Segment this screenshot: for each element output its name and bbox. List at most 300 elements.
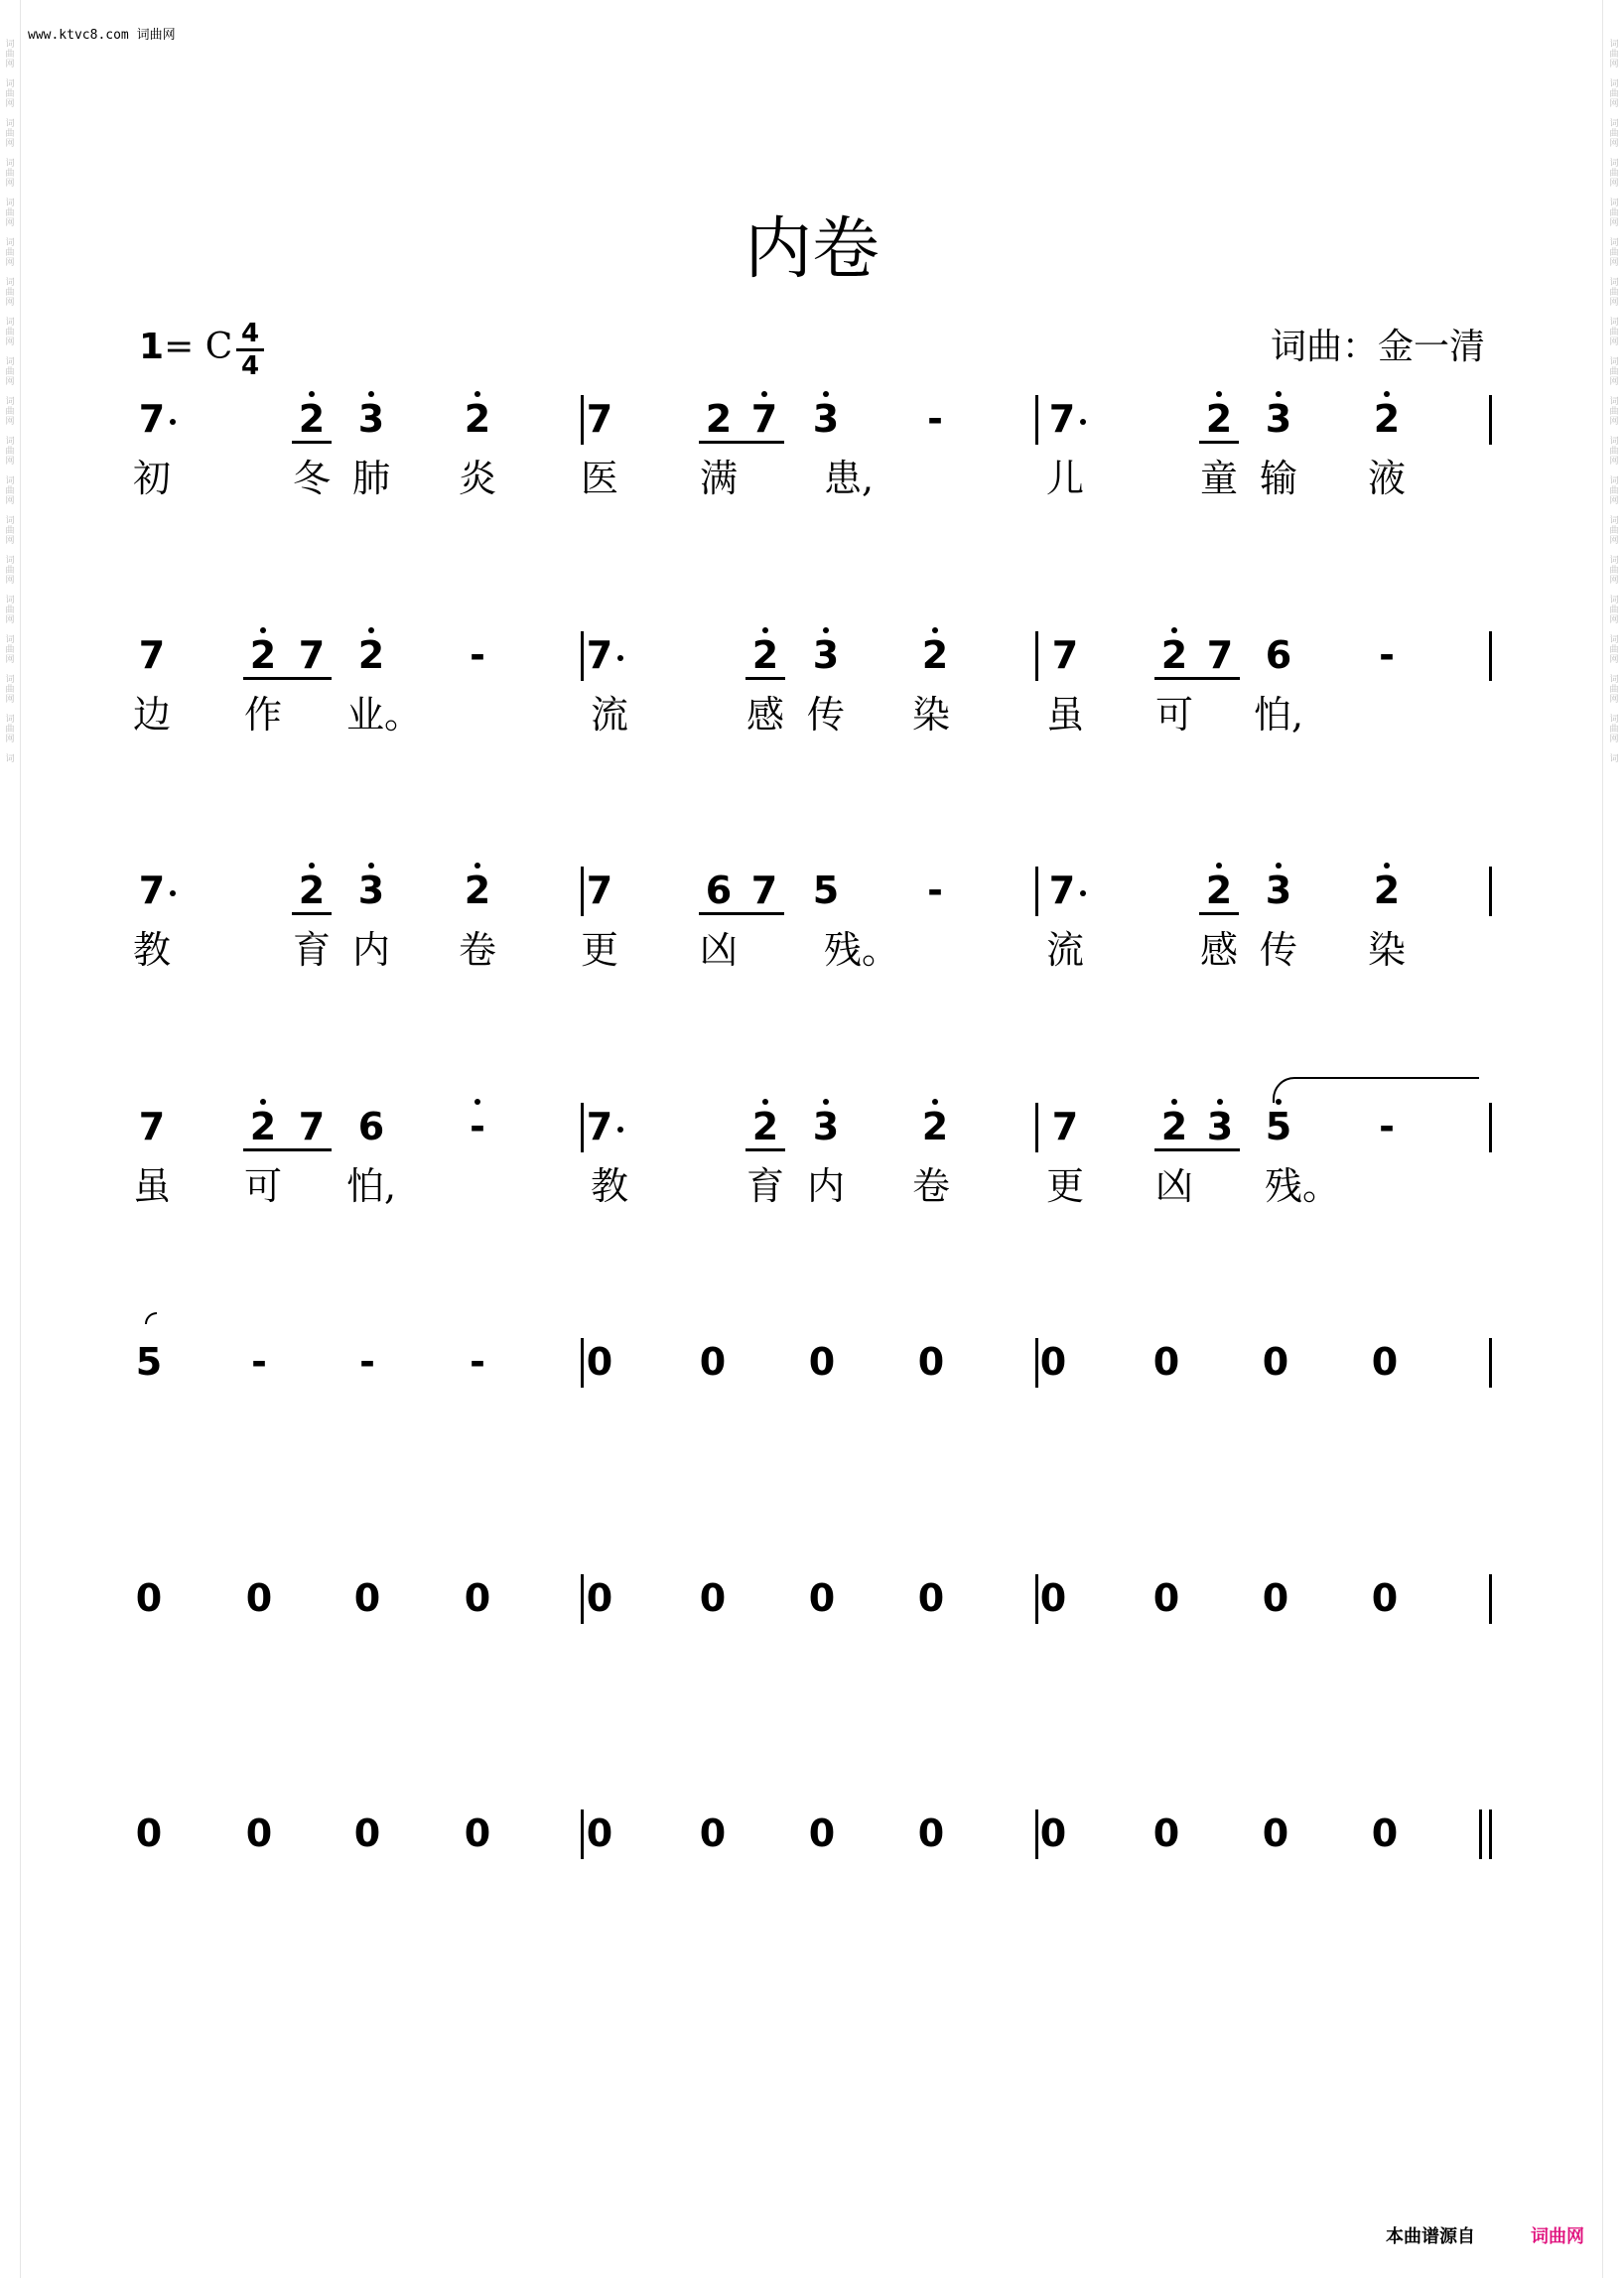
note: 0 xyxy=(586,1340,613,1384)
dash-note: - xyxy=(470,633,485,677)
augmentation-dot xyxy=(1080,419,1086,425)
watermark-char: 曲 xyxy=(5,367,15,377)
watermark-char: 网 xyxy=(1609,377,1619,387)
watermark-char: 曲 xyxy=(1609,685,1619,695)
watermark-char: 词 xyxy=(1609,238,1619,248)
watermark-char: 词 xyxy=(1609,596,1619,605)
watermark-char: 网 xyxy=(5,496,15,506)
note: 7 xyxy=(1048,869,1076,912)
watermark-char: 网 xyxy=(1609,99,1619,109)
lyric-char: 更 xyxy=(580,928,618,972)
note: 7 xyxy=(586,1105,613,1148)
watermark-char: 网 xyxy=(1609,496,1619,506)
watermark-char: 网 xyxy=(5,298,15,308)
watermark-char: 曲 xyxy=(1609,328,1619,337)
note: 2 xyxy=(464,397,491,441)
octave-dot xyxy=(474,863,480,869)
lyric-char: 炎 xyxy=(458,457,496,500)
note: 0 xyxy=(464,1811,491,1855)
time-signature xyxy=(236,320,264,380)
note: 2 xyxy=(705,397,733,441)
lyric-char: 育 xyxy=(745,1164,784,1208)
note: 2 xyxy=(1205,869,1233,912)
watermark-char: 词 xyxy=(1609,397,1619,407)
barline xyxy=(581,1809,584,1859)
note: 0 xyxy=(1039,1340,1067,1384)
dash-note: - xyxy=(927,397,943,441)
eighth-underline xyxy=(292,912,332,915)
note: 2 xyxy=(298,397,326,441)
note: 0 xyxy=(1152,1576,1180,1620)
watermark-char: 网 xyxy=(5,99,15,109)
note: 2 xyxy=(249,1105,277,1148)
dash-note: - xyxy=(1379,1105,1395,1148)
note: 7 xyxy=(586,633,613,677)
watermark-char: 曲 xyxy=(5,725,15,735)
note: 5 xyxy=(812,869,840,912)
note: 2 xyxy=(1205,397,1233,441)
octave-dot xyxy=(368,863,374,869)
lyric-char: 童 xyxy=(1199,457,1238,500)
note: 7 xyxy=(138,633,166,677)
watermark-char: 曲 xyxy=(1609,129,1619,139)
lyric-char: 流 xyxy=(1045,928,1084,972)
key-signature xyxy=(139,328,232,367)
octave-dot xyxy=(823,1099,829,1105)
watermark-char: 网 xyxy=(1609,218,1619,228)
watermark-left xyxy=(4,40,16,764)
watermark-char: 网 xyxy=(1609,457,1619,467)
note: 0 xyxy=(1371,1811,1399,1855)
dash-note: - xyxy=(470,1340,485,1384)
note: 6 xyxy=(357,1105,385,1148)
octave-dot xyxy=(1384,863,1390,869)
note: 0 xyxy=(135,1811,163,1855)
note: 3 xyxy=(357,869,385,912)
watermark-char: 词 xyxy=(5,596,15,605)
song-title: 内卷 xyxy=(744,210,880,289)
barline xyxy=(1489,1574,1492,1624)
watermark-char: 网 xyxy=(5,695,15,705)
watermark-char: 曲 xyxy=(5,129,15,139)
watermark-char: 词 xyxy=(1609,476,1619,486)
lyric-char: 感 xyxy=(745,693,784,737)
note: 7 xyxy=(298,1105,326,1148)
note: 0 xyxy=(353,1811,381,1855)
watermark-char: 词 xyxy=(5,79,15,89)
octave-dot xyxy=(932,1099,938,1105)
lyric-char: 可 xyxy=(243,1164,282,1208)
watermark-char: 网 xyxy=(1609,258,1619,268)
watermark-char: 词 xyxy=(5,675,15,685)
note: 7 xyxy=(1051,1105,1079,1148)
note: 5 xyxy=(1265,1105,1292,1148)
note: 0 xyxy=(699,1811,727,1855)
final-barline xyxy=(1489,1809,1492,1859)
site-header-text: www.ktvc8.com 词曲网 xyxy=(28,28,176,43)
note: 0 xyxy=(586,1811,613,1855)
watermark-char: 词 xyxy=(5,516,15,526)
octave-dot xyxy=(1276,863,1282,869)
augmentation-dot xyxy=(617,1127,623,1133)
watermark-char: 网 xyxy=(1609,576,1619,586)
lyric-char: 业。 xyxy=(346,693,423,737)
barline xyxy=(1489,867,1492,916)
right-margin-line xyxy=(1602,0,1603,2278)
note: 3 xyxy=(812,633,840,677)
octave-dot xyxy=(260,1099,266,1105)
barline xyxy=(581,631,584,681)
key-letter: C xyxy=(204,327,233,367)
dash-note: - xyxy=(470,1105,485,1148)
lyric-char: 传 xyxy=(1259,928,1297,972)
watermark-char: 词 xyxy=(1609,278,1619,288)
dash-note: - xyxy=(359,1340,375,1384)
note: 0 xyxy=(1152,1811,1180,1855)
watermark-char: 词 xyxy=(1609,516,1619,526)
watermark-char: 曲 xyxy=(5,208,15,218)
lyric-char: 卷 xyxy=(458,928,496,972)
octave-dot xyxy=(762,627,768,633)
note: 0 xyxy=(1262,1340,1289,1384)
time-signature-top: 4 xyxy=(240,319,260,348)
eighth-underline xyxy=(1199,441,1239,444)
eighth-underline xyxy=(1154,1148,1240,1151)
watermark-char: 词 xyxy=(5,40,15,50)
watermark-char: 网 xyxy=(5,615,15,625)
watermark-char: 词 xyxy=(1609,437,1619,447)
watermark-char: 网 xyxy=(5,258,15,268)
note: 2 xyxy=(249,633,277,677)
lyric-char: 虽 xyxy=(1045,693,1084,737)
note: 2 xyxy=(1160,633,1188,677)
note: 3 xyxy=(1265,869,1292,912)
watermark-char: 网 xyxy=(1609,337,1619,347)
note: 0 xyxy=(586,1576,613,1620)
key-equals: = xyxy=(164,327,195,367)
barline xyxy=(1035,1809,1038,1859)
watermark-char: 曲 xyxy=(1609,208,1619,218)
lyric-char: 初 xyxy=(132,457,171,500)
barline xyxy=(1035,867,1038,916)
lyric-char: 输 xyxy=(1259,457,1297,500)
watermark-char: 曲 xyxy=(1609,526,1619,536)
watermark-char: 网 xyxy=(5,218,15,228)
barline xyxy=(1489,631,1492,681)
barline xyxy=(1489,1338,1492,1388)
octave-dot xyxy=(761,391,767,397)
note: 0 xyxy=(808,1340,836,1384)
watermark-char: 曲 xyxy=(1609,248,1619,258)
watermark-char: 曲 xyxy=(5,248,15,258)
note: 2 xyxy=(1373,397,1401,441)
octave-dot xyxy=(309,863,315,869)
lyric-char: 医 xyxy=(580,457,618,500)
note: 7 xyxy=(138,1105,166,1148)
footer-source-label: 本曲谱源自 xyxy=(1386,2226,1475,2247)
barline xyxy=(1035,1574,1038,1624)
note: 7 xyxy=(298,633,326,677)
watermark-char: 网 xyxy=(5,139,15,149)
lyric-char: 凶 xyxy=(1154,1164,1193,1208)
watermark-char: 词 xyxy=(1609,119,1619,129)
lyric-char: 满 xyxy=(699,457,738,500)
note: 2 xyxy=(298,869,326,912)
time-signature-bottom: 4 xyxy=(240,351,260,381)
watermark-char: 曲 xyxy=(1609,486,1619,496)
watermark-char: 曲 xyxy=(1609,645,1619,655)
lyric-char: 流 xyxy=(590,693,628,737)
watermark-char: 曲 xyxy=(5,526,15,536)
barline xyxy=(1035,631,1038,681)
note: 3 xyxy=(1206,1105,1234,1148)
watermark-char: 词 xyxy=(1609,754,1619,764)
octave-dot xyxy=(368,391,374,397)
note: 7 xyxy=(1048,397,1076,441)
watermark-char: 词 xyxy=(1609,675,1619,685)
octave-dot xyxy=(932,627,938,633)
note: 3 xyxy=(812,397,840,441)
note: 7 xyxy=(586,869,613,912)
lyric-char: 教 xyxy=(590,1164,628,1208)
watermark-char: 网 xyxy=(1609,60,1619,69)
watermark-char: 曲 xyxy=(1609,566,1619,576)
lyric-char: 教 xyxy=(132,928,171,972)
eighth-underline xyxy=(243,677,332,680)
lyric-char: 内 xyxy=(806,1164,845,1208)
lyric-char: 冬 xyxy=(292,457,331,500)
watermark-char: 词 xyxy=(5,318,15,328)
watermark-char: 曲 xyxy=(5,169,15,179)
watermark-char: 曲 xyxy=(5,645,15,655)
eighth-underline xyxy=(1154,677,1240,680)
lyric-char: 边 xyxy=(132,693,171,737)
dash-note: - xyxy=(927,869,943,912)
watermark-char: 网 xyxy=(1609,417,1619,427)
watermark-char: 网 xyxy=(1609,298,1619,308)
barline xyxy=(581,1338,584,1388)
barline xyxy=(581,867,584,916)
eighth-underline xyxy=(292,441,332,444)
augmentation-dot xyxy=(170,419,176,425)
note: 0 xyxy=(699,1576,727,1620)
watermark-char: 词 xyxy=(1609,199,1619,208)
augmentation-dot xyxy=(1080,890,1086,896)
octave-dot xyxy=(823,627,829,633)
octave-dot xyxy=(823,391,829,397)
note: 2 xyxy=(464,869,491,912)
note: 2 xyxy=(751,1105,779,1148)
lyric-char: 虽 xyxy=(132,1164,171,1208)
note: 0 xyxy=(699,1340,727,1384)
watermark-char: 词 xyxy=(5,238,15,248)
note: 5 xyxy=(135,1340,163,1384)
octave-dot xyxy=(1216,863,1222,869)
watermark-char: 曲 xyxy=(1609,605,1619,615)
barline xyxy=(1489,395,1492,445)
lyric-char: 患, xyxy=(824,457,875,500)
watermark-char: 曲 xyxy=(5,486,15,496)
note: 2 xyxy=(1160,1105,1188,1148)
watermark-char: 曲 xyxy=(1609,407,1619,417)
lyric-char: 内 xyxy=(351,928,390,972)
note: 0 xyxy=(808,1811,836,1855)
lyric-char: 作 xyxy=(243,693,282,737)
watermark-char: 词 xyxy=(1609,79,1619,89)
note: 0 xyxy=(1152,1340,1180,1384)
watermark-char: 曲 xyxy=(5,685,15,695)
watermark-char: 网 xyxy=(1609,695,1619,705)
watermark-char: 曲 xyxy=(5,89,15,99)
note: 0 xyxy=(917,1576,945,1620)
final-barline xyxy=(1479,1809,1482,1859)
note: 0 xyxy=(1039,1811,1067,1855)
watermark-char: 词 xyxy=(5,397,15,407)
note: 7 xyxy=(750,869,778,912)
note: 7 xyxy=(1206,633,1234,677)
note: 0 xyxy=(1262,1576,1289,1620)
watermark-char: 词 xyxy=(5,278,15,288)
watermark-char: 词 xyxy=(1609,40,1619,50)
watermark-char: 词 xyxy=(5,715,15,725)
note: 7 xyxy=(1051,633,1079,677)
note: 2 xyxy=(1373,869,1401,912)
barline xyxy=(1489,1103,1492,1152)
watermark-char: 词 xyxy=(5,357,15,367)
watermark-char: 曲 xyxy=(1609,447,1619,457)
watermark-char: 网 xyxy=(1609,179,1619,189)
lyric-char: 感 xyxy=(1199,928,1238,972)
watermark-char: 网 xyxy=(1609,139,1619,149)
watermark-char: 词 xyxy=(1609,635,1619,645)
watermark-char: 网 xyxy=(5,576,15,586)
note: 0 xyxy=(1039,1576,1067,1620)
note: 6 xyxy=(1265,633,1292,677)
watermark-char: 曲 xyxy=(5,50,15,60)
octave-dot xyxy=(762,1099,768,1105)
octave-dot xyxy=(368,627,374,633)
note: 2 xyxy=(921,1105,949,1148)
watermark-char: 曲 xyxy=(1609,169,1619,179)
watermark-char: 词 xyxy=(1609,556,1619,566)
note: 0 xyxy=(245,1811,273,1855)
octave-dot xyxy=(260,627,266,633)
note: 0 xyxy=(917,1340,945,1384)
lyric-char: 卷 xyxy=(911,1164,950,1208)
left-margin-line xyxy=(20,0,21,2278)
octave-dot xyxy=(474,391,480,397)
lyric-char: 染 xyxy=(1367,928,1406,972)
watermark-char: 曲 xyxy=(1609,89,1619,99)
eighth-underline xyxy=(243,1148,332,1151)
octave-dot xyxy=(474,1099,480,1105)
eighth-underline xyxy=(745,677,785,680)
lyric-char: 残。 xyxy=(1265,1164,1341,1208)
tie-end xyxy=(145,1312,157,1324)
watermark-char: 词 xyxy=(5,635,15,645)
watermark-char: 曲 xyxy=(5,328,15,337)
note: 7 xyxy=(138,397,166,441)
note: 2 xyxy=(751,633,779,677)
watermark-char: 词 xyxy=(5,437,15,447)
octave-dot xyxy=(1171,1099,1177,1105)
dash-note: - xyxy=(251,1340,267,1384)
augmentation-dot xyxy=(170,890,176,896)
lyric-char: 液 xyxy=(1367,457,1406,500)
key-one: 1 xyxy=(139,327,165,367)
note: 2 xyxy=(921,633,949,677)
eighth-underline xyxy=(699,912,784,915)
watermark-char: 词 xyxy=(5,556,15,566)
watermark-char: 网 xyxy=(1609,735,1619,744)
barline xyxy=(581,1103,584,1152)
barline xyxy=(581,1574,584,1624)
watermark-char: 词 xyxy=(1609,318,1619,328)
note: 3 xyxy=(357,397,385,441)
octave-dot xyxy=(1217,1099,1223,1105)
watermark-char: 网 xyxy=(5,179,15,189)
barline xyxy=(1035,395,1038,445)
eighth-underline xyxy=(745,1148,785,1151)
tie-arc xyxy=(1273,1077,1479,1103)
watermark-char: 网 xyxy=(5,457,15,467)
note: 0 xyxy=(353,1576,381,1620)
watermark-char: 曲 xyxy=(1609,367,1619,377)
watermark-right xyxy=(1608,40,1620,764)
lyric-char: 传 xyxy=(806,693,845,737)
watermark-char: 网 xyxy=(5,337,15,347)
lyric-char: 儿 xyxy=(1045,457,1084,500)
dash-note: - xyxy=(1379,633,1395,677)
lyric-char: 更 xyxy=(1045,1164,1084,1208)
note: 6 xyxy=(705,869,733,912)
note: 7 xyxy=(586,397,613,441)
watermark-char: 词 xyxy=(5,119,15,129)
watermark-char: 曲 xyxy=(5,288,15,298)
watermark-char: 曲 xyxy=(1609,725,1619,735)
watermark-char: 曲 xyxy=(1609,50,1619,60)
lyric-char: 肺 xyxy=(351,457,390,500)
watermark-char: 词 xyxy=(5,754,15,764)
lyric-char: 怕, xyxy=(346,1164,397,1208)
note: 7 xyxy=(750,397,778,441)
note: 0 xyxy=(1371,1340,1399,1384)
note: 3 xyxy=(1265,397,1292,441)
watermark-char: 网 xyxy=(5,417,15,427)
lyric-char: 染 xyxy=(911,693,950,737)
lyric-char: 可 xyxy=(1154,693,1193,737)
barline xyxy=(1035,1338,1038,1388)
note: 3 xyxy=(812,1105,840,1148)
lyric-char: 残。 xyxy=(824,928,900,972)
watermark-char: 词 xyxy=(5,199,15,208)
watermark-char: 词 xyxy=(1609,357,1619,367)
watermark-char: 网 xyxy=(5,655,15,665)
watermark-char: 网 xyxy=(5,60,15,69)
watermark-char: 曲 xyxy=(5,566,15,576)
lyric-char: 育 xyxy=(292,928,331,972)
watermark-char: 曲 xyxy=(1609,288,1619,298)
octave-dot xyxy=(309,391,315,397)
note: 0 xyxy=(808,1576,836,1620)
barline xyxy=(581,395,584,445)
octave-dot xyxy=(1171,627,1177,633)
watermark-char: 网 xyxy=(1609,655,1619,665)
note: 2 xyxy=(357,633,385,677)
octave-dot xyxy=(1384,391,1390,397)
eighth-underline xyxy=(1199,912,1239,915)
watermark-char: 网 xyxy=(1609,615,1619,625)
